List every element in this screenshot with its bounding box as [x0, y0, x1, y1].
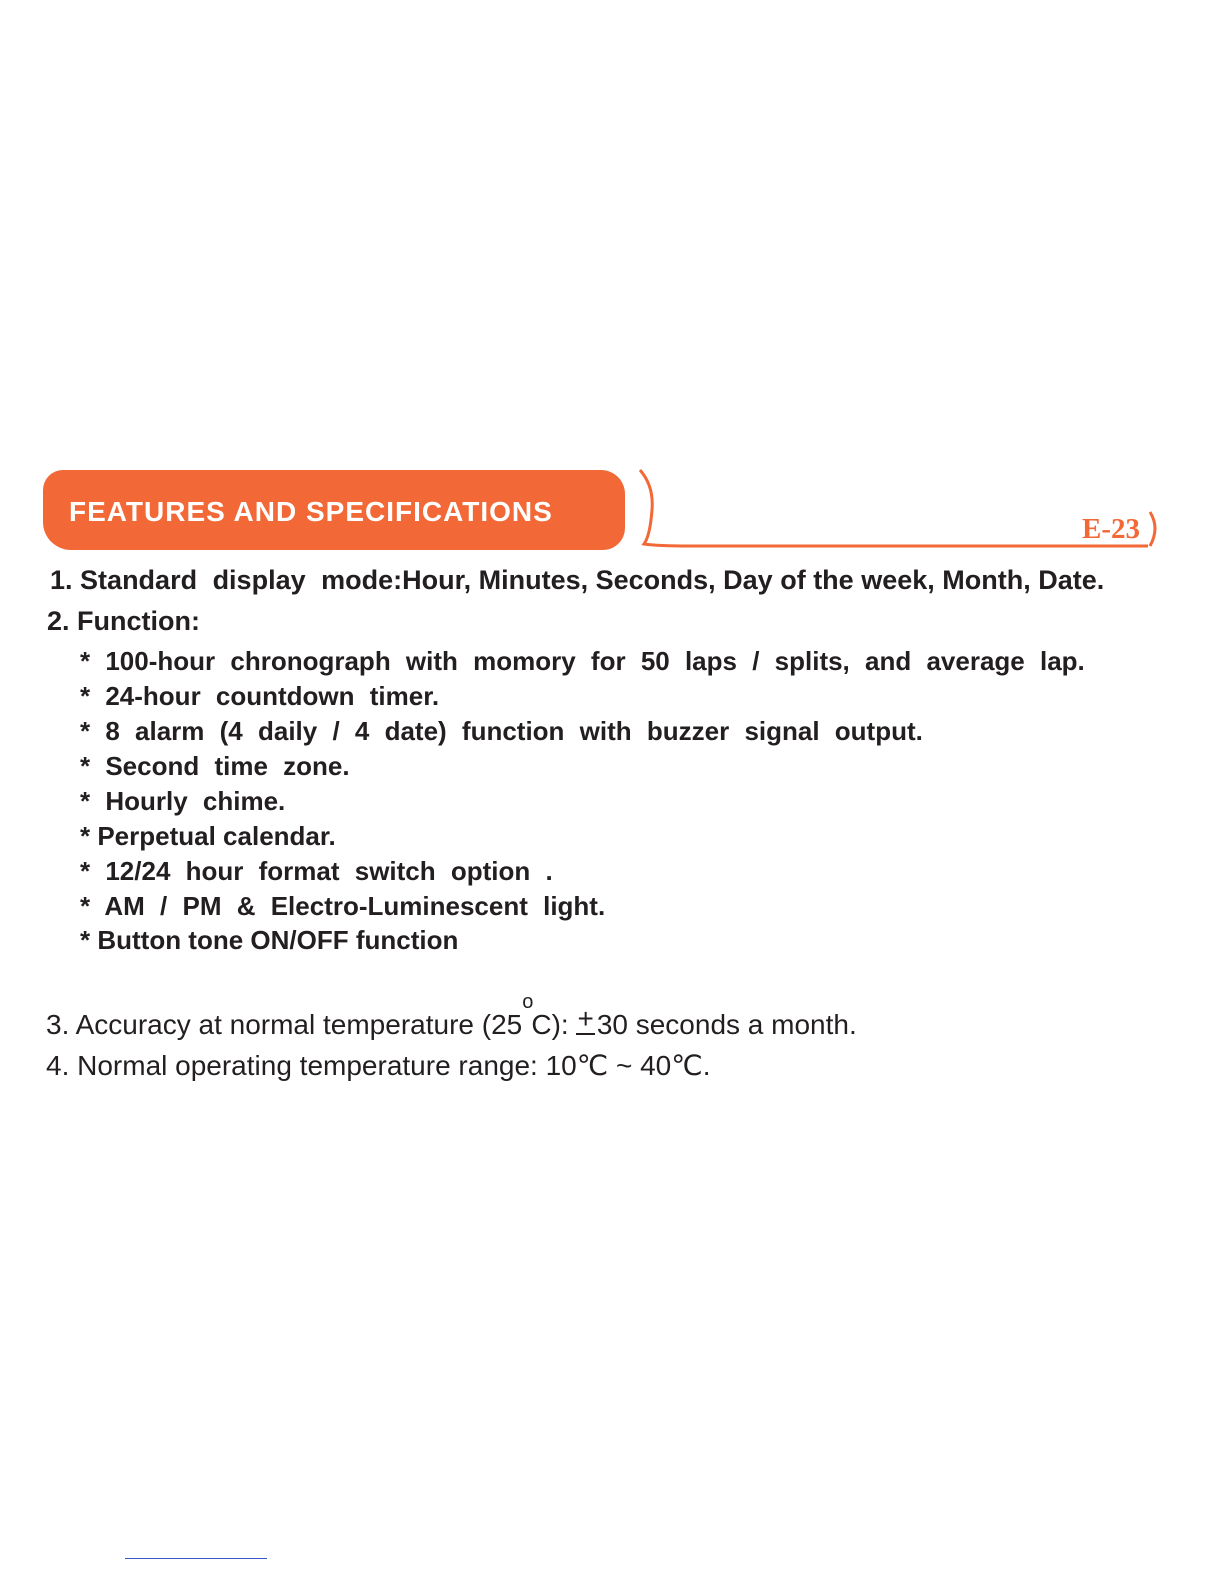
degree-symbol: o: [522, 991, 534, 1013]
feature-item: * Second time zone.: [80, 751, 350, 781]
feature-item: * Hourly chime.: [80, 786, 286, 816]
feature-item: * 12/24 hour format switch option .: [80, 856, 553, 886]
page-number: E-23: [1082, 513, 1140, 545]
feature-item: * AM / PM & Electro-Luminescent light.: [80, 891, 606, 921]
feature-item: * 8 alarm (4 daily / 4 date) function with buzzer signal output.: [80, 716, 923, 746]
accuracy-unit: C):: [531, 1009, 569, 1040]
spec-item-function: 2. Function:: [47, 606, 200, 636]
spec-item-temperature-range: 4. Normal operating temperature range: 10℃ ~ 40℃.: [46, 1050, 711, 1081]
accuracy-suffix: 30 seconds a month.: [596, 1009, 857, 1040]
feature-item: * 24-hour countdown timer.: [80, 681, 440, 711]
footer-underline: [125, 1558, 267, 1559]
accuracy-prefix: 3. Accuracy at normal temperature (25: [46, 1009, 523, 1040]
spec-item-accuracy: [46, 991, 857, 1041]
spec-item-label: Standard display mode: [80, 565, 394, 595]
spec-item-number: 1.: [50, 565, 73, 595]
spec-item-display-mode: 1. Standard display mode:Hour, Minutes, Seconds, Day of the week, Month, Date.: [50, 565, 1105, 595]
section-title: FEATURES AND SPECIFICATIONS: [69, 496, 553, 527]
feature-item: * 100-hour chronograph with momory for 50 laps / splits, and average lap.: [80, 646, 1085, 676]
feature-item: * Perpetual calendar.: [80, 821, 336, 851]
plus-minus-symbol: +: [577, 1003, 594, 1034]
spec-item-value: Hour, Minutes, Seconds, Day of the week, Month, Date.: [402, 565, 1105, 595]
header-rule-decoration: [630, 466, 1160, 556]
feature-item: * Button tone ON/OFF function: [80, 925, 459, 955]
